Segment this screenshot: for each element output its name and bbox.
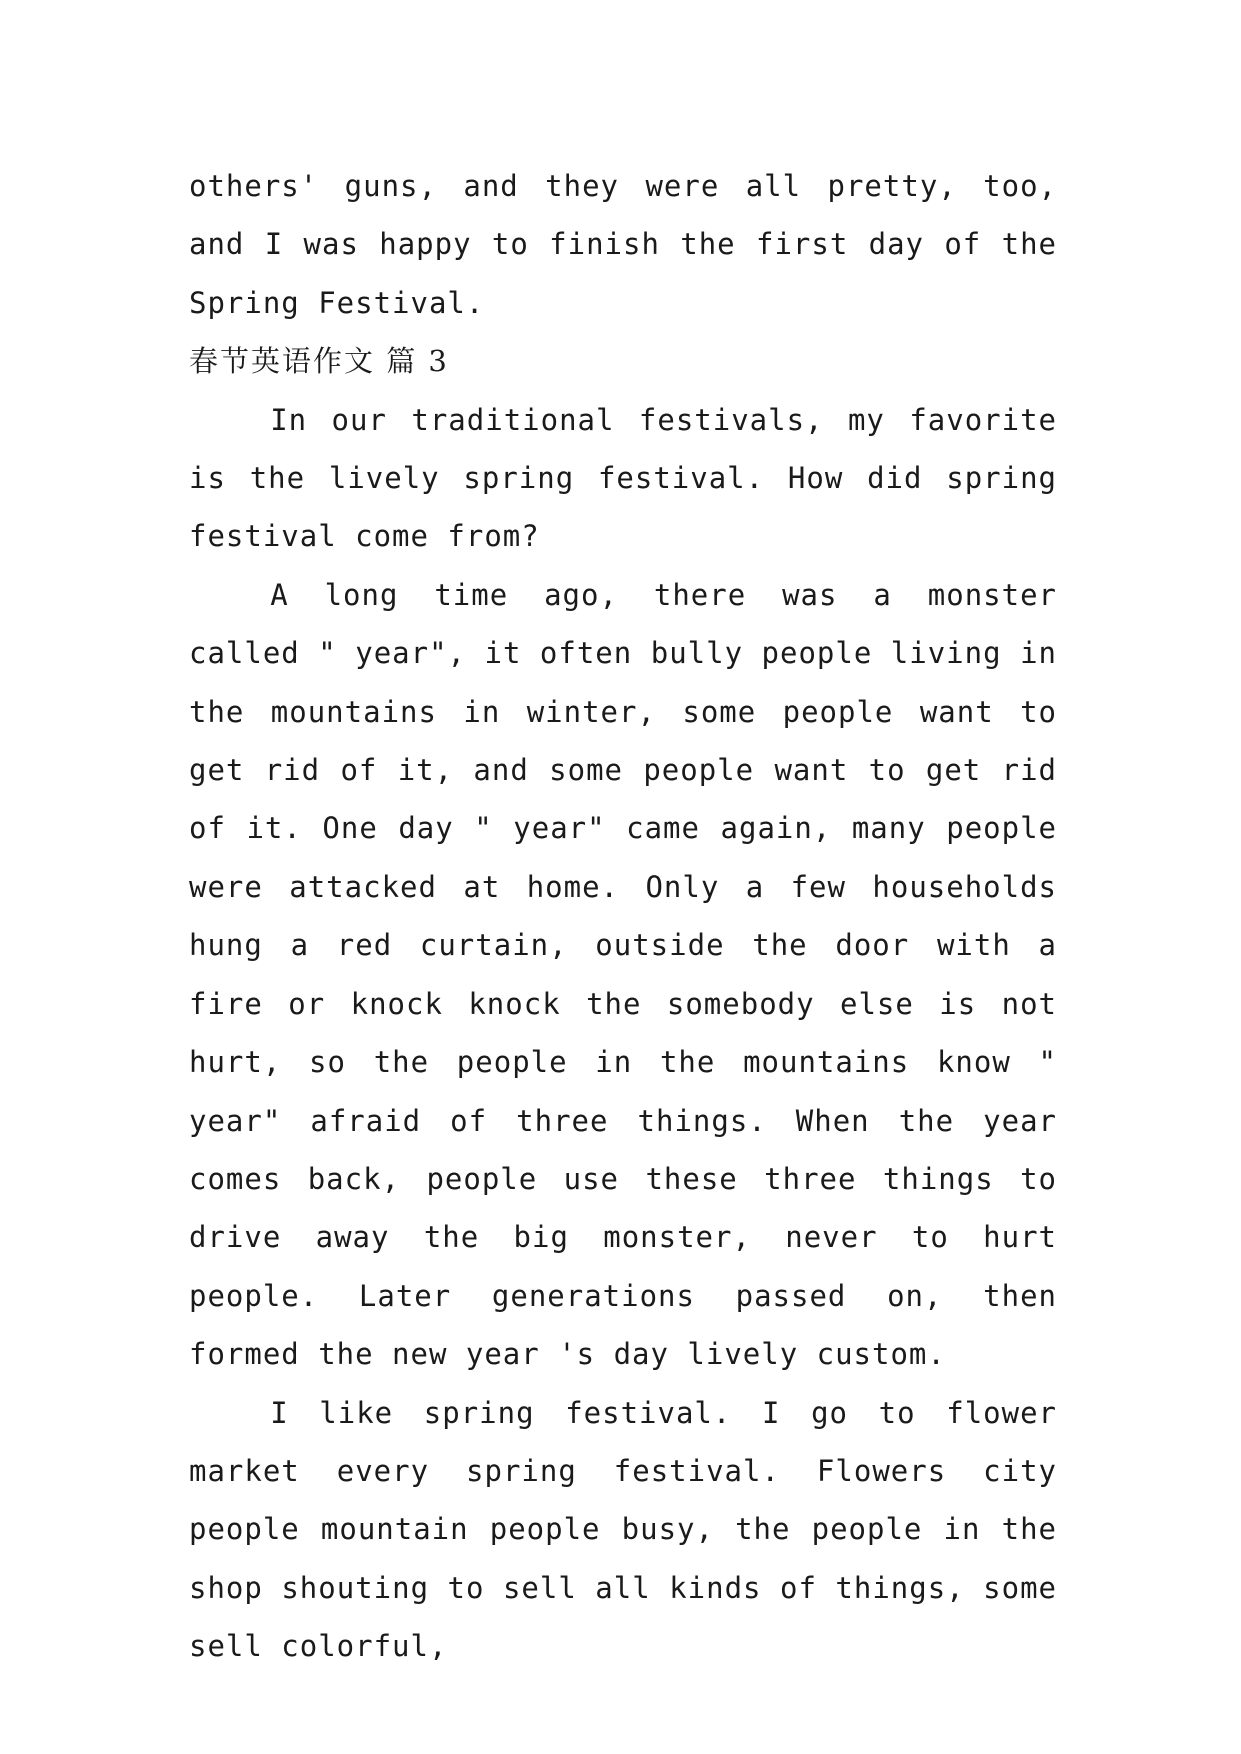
paragraph-intro: In our traditional festivals, my favorite is the lively spring festival. How did spring festival come from? [189,402,1057,554]
continuation-paragraph: others' guns, and they were all pretty, too, and I was happy to finish the first day of the Spring Festival. [189,169,1057,320]
section-heading: 春节英语作文 篇 3 [189,344,449,379]
paragraph-legend: A long time ago, there was a monster called " year", it often bully people living in the mountains in winter, some people want to get rid of it, and some people want to get rid of it. One day " year" came again, many people were attacked at home. Only a few households hung a red curtain, outside the door with a fire or knock knock the somebody else is not hurt, so the people in the mountains know " year" afraid of three things. When the year comes back, people use these three things to drive away the big monster, never to hurt people. Later generations passed on, then formed the new year 's day lively custom. [189,577,1057,1372]
paragraph-flower-market: I like spring festival. I go to flower market every spring festival. Flowers city people mountain people busy, the people in the shop shouting to sell all kinds of things, some sell colorful, [189,1395,1057,1664]
document-body [189,157,1057,1676]
